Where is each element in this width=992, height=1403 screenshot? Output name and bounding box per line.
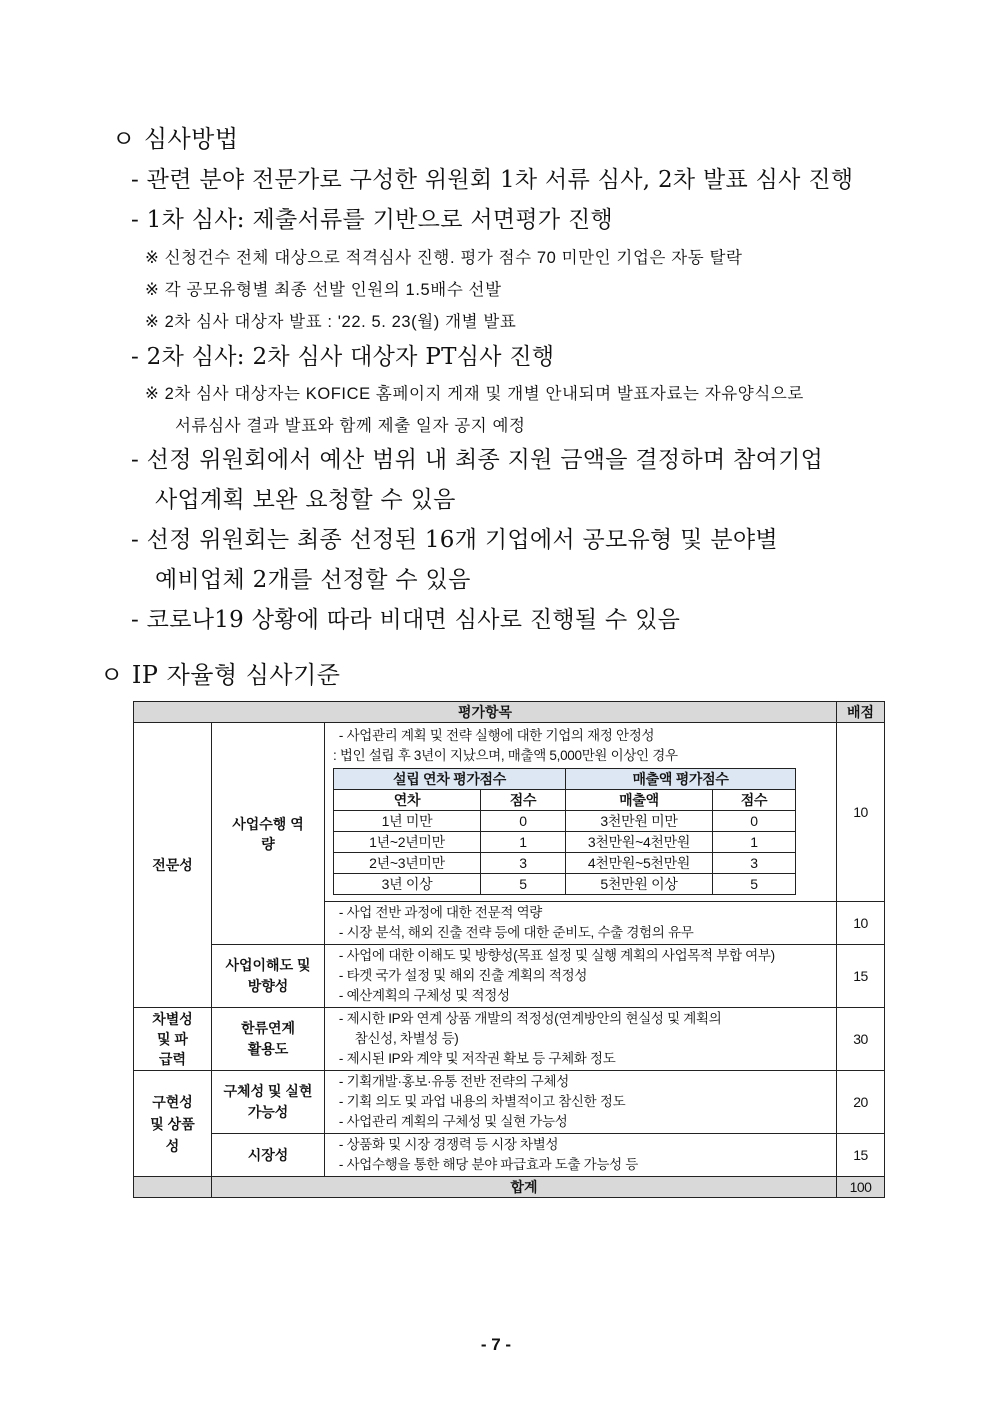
category-expertise: 전문성 <box>134 723 212 1008</box>
inner-sub-score: 점수 <box>713 789 796 810</box>
category-feasibility: 구현성 및 상품성 <box>134 1071 212 1177</box>
section-title-review-method: ㅇ 심사방법 <box>112 125 239 153</box>
criteria-capability-finance <box>325 723 837 902</box>
note-selection-ratio: ※ 각 공모유형별 최종 선발 인원의 1.5배수 선발 <box>145 281 502 299</box>
subcategory-hallyu: 한류연계 활용도 <box>212 1008 325 1071</box>
note-announcement: ※ 2차 심사 대상자 발표 : '22. 5. 23(월) 개별 발표 <box>145 313 517 331</box>
bullet-first-review: - 1차 심사: 제출서류를 기반으로 서면평가 진행 <box>131 207 614 233</box>
bullet-budget-line1: - 선정 위원회에서 예산 범위 내 최종 지원 금액을 결정하며 참여기업 <box>131 447 824 473</box>
inner-cell: 3천만원 미만 <box>566 810 713 831</box>
criteria-capability-expertise <box>325 902 837 945</box>
page-number: - 7 - <box>480 1335 512 1354</box>
criteria-understanding <box>325 945 837 1008</box>
subcategory-understanding: 사업이해도 및 방향성 <box>212 945 325 1008</box>
criteria-line: - 사업수행을 통한 해당 분야 파급효과 도출 가능성 등 <box>338 1157 639 1172</box>
criteria-line: - 시장 분석, 해외 진출 전략 등에 대한 준비도, 수출 경험의 유무 <box>338 925 694 940</box>
score-lookup-table <box>333 768 796 895</box>
inner-cell: 1년 미만 <box>334 810 481 831</box>
inner-sub-year: 연차 <box>334 789 481 810</box>
criteria-line: - 예산계획의 구체성 및 적정성 <box>338 988 510 1003</box>
bullet-budget-line2: 사업계획 보완 요청할 수 있음 <box>155 487 456 513</box>
note-pt-notice-line1: ※ 2차 심사 대상자는 KOFICE 홈페이지 게재 및 개별 안내되며 발표자료는 자유양식으로 <box>145 385 804 403</box>
evaluation-criteria-table <box>133 701 885 1198</box>
header-score: 배점 <box>837 702 885 723</box>
criteria-line: - 기획 의도 및 과업 내용의 차별적이고 참신한 정도 <box>338 1094 626 1109</box>
section-title-criteria: ㅇ IP 자율형 심사기준 <box>100 661 341 689</box>
inner-cell: 1 <box>713 831 796 852</box>
header-eval-item: 평가항목 <box>134 702 837 723</box>
criteria-line: - 사업관리 계획 및 전략 실행에 대한 기업의 재정 안정성 <box>338 727 655 743</box>
criteria-line: - 사업 전반 과정에 대한 전문적 역량 <box>338 905 543 920</box>
subcategory-concreteness: 구체성 및 실현가능성 <box>212 1071 325 1134</box>
criteria-line: - 타겟 국가 설정 및 해외 진출 계획의 적정성 <box>338 968 588 983</box>
inner-cell: 1 <box>481 831 566 852</box>
inner-cell: 2년~3년미만 <box>334 852 481 873</box>
inner-cell: 5 <box>713 873 796 894</box>
inner-cell: 3년 이상 <box>334 873 481 894</box>
score-concreteness: 20 <box>837 1071 885 1134</box>
inner-row <box>334 810 796 831</box>
criteria-line: - 기획개발·홍보·유통 전반 전략의 구체성 <box>338 1074 569 1089</box>
criteria-line: 참신성, 차별성 등) <box>354 1031 459 1046</box>
criteria-line: : 법인 설립 후 3년이 지났으며, 매출액 5,000만원 이상인 경우 <box>332 747 678 763</box>
inner-cell: 3 <box>481 852 566 873</box>
criteria-marketability <box>325 1134 837 1177</box>
inner-cell: 1년~2년미만 <box>334 831 481 852</box>
criteria-hallyu <box>325 1008 837 1071</box>
score-hallyu: 30 <box>837 1008 885 1071</box>
subcategory-marketability: 시장성 <box>212 1134 325 1177</box>
total-label: 합계 <box>212 1177 837 1198</box>
total-score: 100 <box>837 1177 885 1198</box>
bullet-second-review: - 2차 심사: 2차 심사 대상자 PT심사 진행 <box>131 344 555 370</box>
criteria-line: - 사업관리 계획의 구체성 및 실현 가능성 <box>338 1114 568 1129</box>
subcategory-capability: 사업수행 역량 <box>212 723 325 945</box>
bullet-reserve-line2: 예비업체 2개를 선정할 수 있음 <box>155 567 471 593</box>
inner-row <box>334 873 796 894</box>
bullet-committee: - 관련 분야 전문가로 구성한 위원회 1차 서류 심사, 2차 발표 심사 진행 <box>131 167 854 193</box>
inner-cell: 0 <box>481 810 566 831</box>
bullet-reserve-line1: - 선정 위원회는 최종 선정된 16개 기업에서 공모유형 및 분야별 <box>131 527 778 553</box>
inner-header-year: 설립 연차 평가점수 <box>334 768 566 789</box>
total-blank-cell <box>134 1177 212 1198</box>
inner-sub-score: 점수 <box>481 789 566 810</box>
score-marketability: 15 <box>837 1134 885 1177</box>
inner-header-sales: 매출액 평가점수 <box>566 768 796 789</box>
inner-cell: 3천만원~4천만원 <box>566 831 713 852</box>
criteria-line: - 상품화 및 시장 경쟁력 등 시장 차별성 <box>338 1137 559 1152</box>
inner-cell: 0 <box>713 810 796 831</box>
criteria-line: - 사업에 대한 이해도 및 방향성(목표 설정 및 실행 계획의 사업목적 부합 여부) <box>338 948 775 963</box>
inner-cell: 4천만원~5천만원 <box>566 852 713 873</box>
inner-cell: 5천만원 이상 <box>566 873 713 894</box>
category-differentiation: 차별성 및 파급력 <box>134 1008 212 1071</box>
bullet-covid: - 코로나19 상황에 따라 비대면 심사로 진행될 수 있음 <box>131 607 681 633</box>
inner-row <box>334 831 796 852</box>
criteria-line: - 제시된 IP와 계약 및 저작권 확보 등 구체화 정도 <box>338 1051 616 1066</box>
score-understanding: 15 <box>837 945 885 1008</box>
criteria-line: - 제시한 IP와 연계 상품 개발의 적정성(연계방안의 현실성 및 계획의 <box>338 1011 722 1026</box>
note-pt-notice-line2: 서류심사 결과 발표와 함께 제출 일자 공지 예정 <box>175 417 526 435</box>
inner-sub-sales: 매출액 <box>566 789 713 810</box>
note-eligibility: ※ 신청건수 전체 대상으로 적격심사 진행. 평가 점수 70 미만인 기업은 자동 탈락 <box>145 249 743 267</box>
inner-cell: 5 <box>481 873 566 894</box>
score-capability-expertise: 10 <box>837 902 885 945</box>
criteria-concreteness <box>325 1071 837 1134</box>
inner-row <box>334 852 796 873</box>
score-capability-finance: 10 <box>837 723 885 902</box>
inner-cell: 3 <box>713 852 796 873</box>
